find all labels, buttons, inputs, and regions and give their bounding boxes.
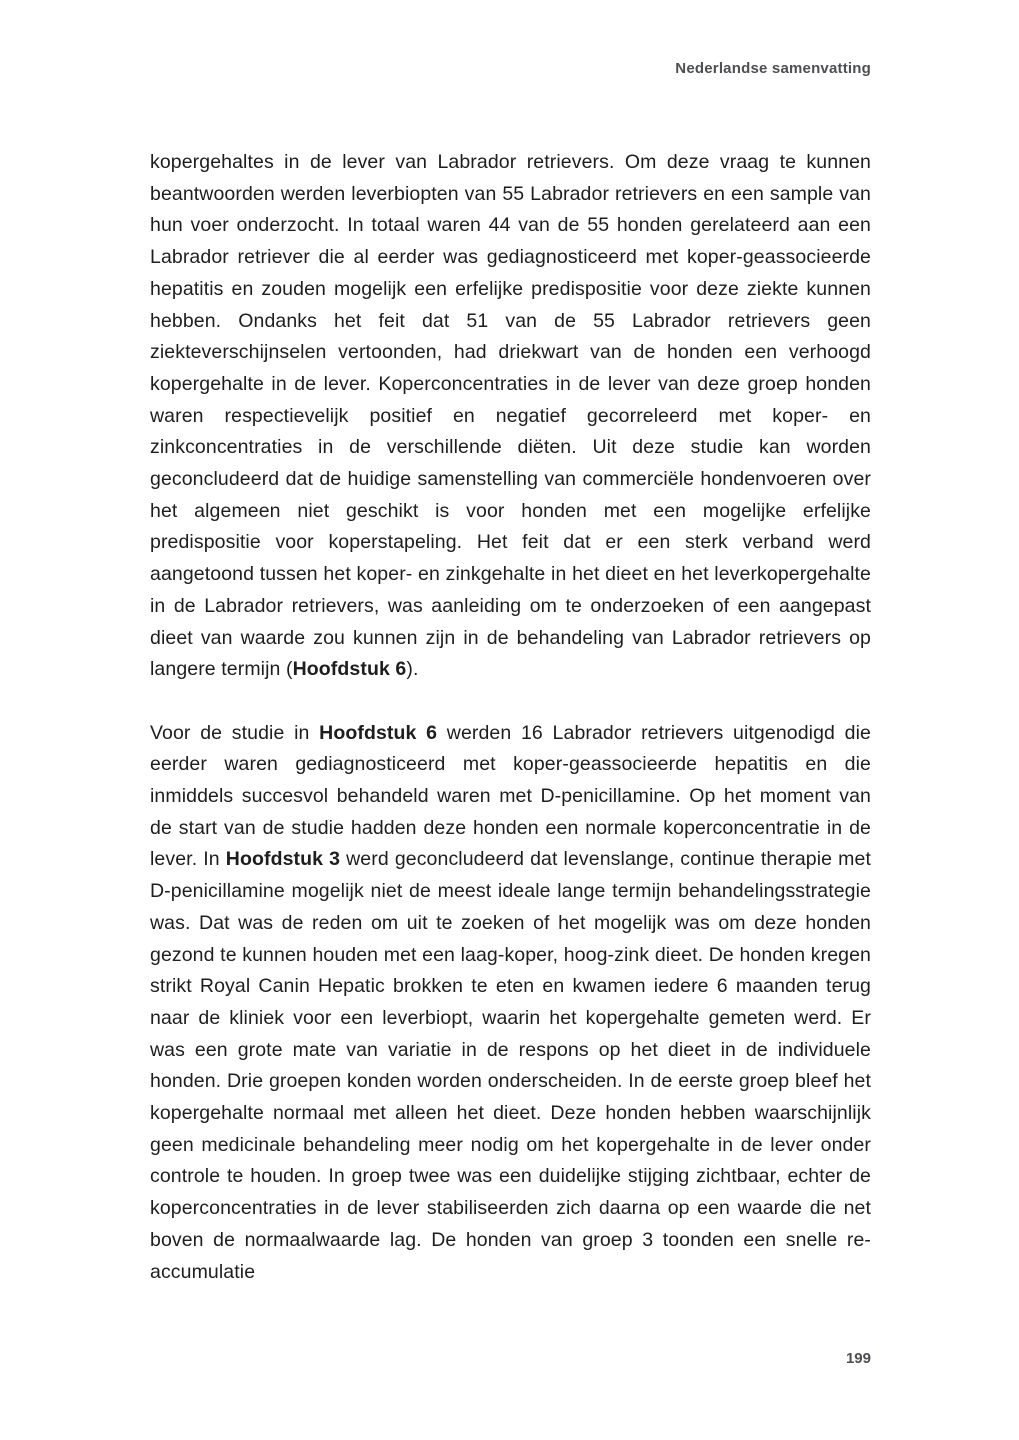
running-header: Nederlandse samenvatting — [675, 60, 871, 77]
chapter-reference: Hoofdstuk 6 — [319, 721, 438, 744]
text-segment: werden 16 Labrador retrievers uitgenodigd die eerder waren gediagnosticeerd met koper-geassocieerde hepatitis en die inmiddels succesvol behandeld waren met D-penicillamine. Op het moment van de start van de studie hadden deze honden een normale koperconcentratie in de lever. In — [150, 721, 871, 871]
text-segment: kopergehaltes in de lever van Labrador retrievers. Om deze vraag te kunnen beantwoorden werden leverbiopten van 55 Labrador retrievers en een sample van hun voer onderzocht. In totaal waren 44 van de 55 honden gerelateerd aan een Labrador retriever die al eerder was gediagnosticeerd met koper-geassocieerde hepatitis en zouden mogelijk een erfelijke predispositie voor deze ziekte kunnen hebben. Ondanks het feit dat 51 van de 55 Labrador retrievers geen ziekteverschijnselen vertoonden, had driekwart van de honden een verhoogd kopergehalte in de lever. Koperconcentraties in de lever van deze groep honden waren respectievelijk positief en negatief gecorreleerd met koper- en zinkconcentraties in de verschillende diëten. Uit deze studie kan worden geconcludeerd dat de huidige samenstelling van commerciële hondenvoeren over het algemeen niet geschikt is voor honden met een mogelijke erfelijke predispositie voor koperstapeling. Het feit dat er een sterk verband werd aangetoond tussen het koper- en zinkgehalte in het dieet en het leverkopergehalte in de Labrador retrievers, was aanleiding om te onderzoeken of een aangepast dieet van waarde zou kunnen zijn in de behandeling van Labrador retrievers op langere termijn ( — [150, 151, 871, 681]
paragraph-1 — [150, 147, 871, 686]
text-segment: Voor de studie in — [150, 721, 320, 744]
chapter-reference: Hoofdstuk 6 — [292, 658, 407, 681]
body-text — [150, 147, 871, 1288]
paragraph-2 — [150, 718, 871, 1289]
page-number: 199 — [845, 1350, 871, 1367]
chapter-reference: Hoofdstuk 3 — [225, 848, 341, 871]
text-segment: werd geconcludeerd dat levenslange, continue therapie met D-penicillamine mogelijk niet de meest ideale lange termijn behandelingsstrategie was. Dat was de reden om uit te zoeken of het mogelijk was om deze honden gezond te kunnen houden met een laag-koper, hoog-zink dieet. De honden kregen strikt Royal Canin Hepatic brokken te eten en kwamen iedere 6 maanden terug naar de kliniek voor een leverbiopt, waarin het kopergehalte gemeten werd. Er was een grote mate van variatie in de respons op het dieet in de individuele honden. Drie groepen konden worden onderscheiden. In de eerste groep bleef het kopergehalte normaal met alleen het dieet. Deze honden hebben waarschijnlijk geen medicinale behandeling meer nodig om het kopergehalte in de lever onder controle te houden. In groep twee was een duidelijke stijging zichtbaar, echter de koperconcentraties in de lever stabiliseerden zich daarna op een waarde die net boven de normaalwaarde lag. De honden van groep 3 toonden een snelle re-accumulatie — [150, 848, 871, 1283]
text-segment: ). — [406, 658, 419, 681]
